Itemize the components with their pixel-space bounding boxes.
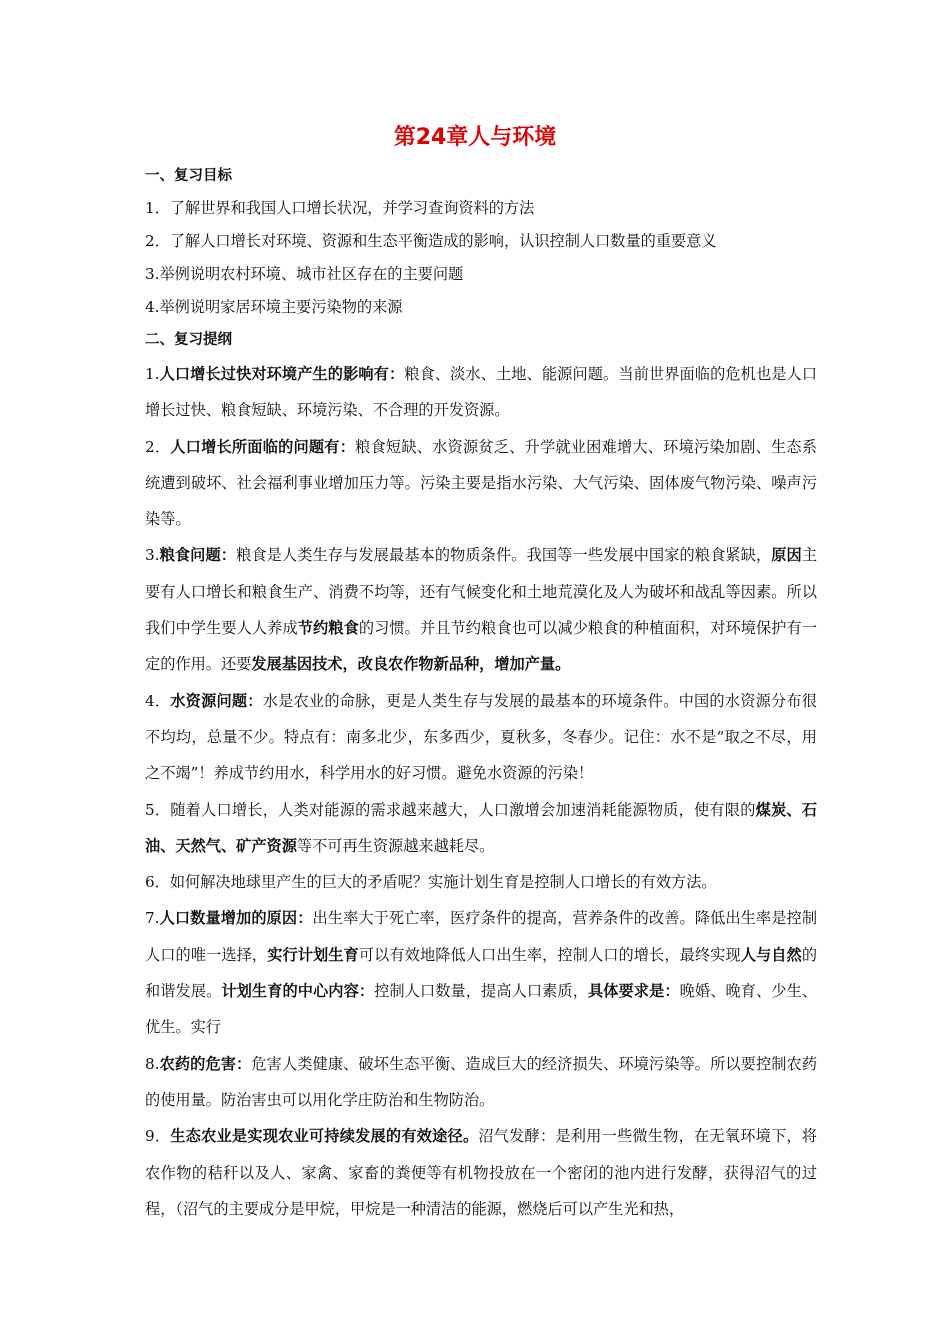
paragraph-text: 控制人口数量，提高人口素质， bbox=[374, 982, 588, 1001]
paragraph-text: 粮食短缺、水资源贫乏、升学就业困难增大、环境污染加剧、生态系统遭到破坏、社会福利事业增加压力等。污染主要是指水污染、大气污染、固体废气物污染、噪声污染等。 bbox=[145, 437, 817, 529]
paragraph-number: 7. bbox=[145, 909, 160, 928]
bold-term: 计划生育的中心内容： bbox=[221, 982, 375, 1001]
outline-paragraph-3 bbox=[145, 537, 817, 682]
paragraph-text: 可以有效地降低人口出生率，控制人口的增长，最终实现 bbox=[358, 945, 741, 964]
goal-item-1: 1．了解世界和我国人口增长状况，并学习查询资料的方法 bbox=[145, 199, 535, 217]
bold-term: 生态农业是实现农业可持续发展的有效途径。 bbox=[170, 1127, 479, 1146]
paragraph-text: 5．随着人口增长，人类对能源的需求越来越大，人口激增会加速消耗能源物质，使有限的 bbox=[145, 800, 756, 819]
goal-item-2: 2．了解人口增长对环境、资源和生态平衡造成的影响，认识控制人口数量的重要意义 bbox=[145, 232, 717, 250]
paragraph-text: 主要有人口增长和粮食生产、消费不均等，还有气候变化和土地荒漠化及人为破坏和战乱等因素。所以我们中学生要人人养成 bbox=[145, 546, 818, 638]
outline-paragraph-1 bbox=[145, 356, 817, 429]
section-heading-review-outline: 二、复习提纲 bbox=[145, 332, 232, 348]
bold-term: 人口增长过快对环境产生的影响有： bbox=[159, 365, 405, 383]
outline-paragraph-5 bbox=[145, 792, 817, 865]
paragraph-text: 水是农业的命脉，更是人类生存与发展的最基本的环境条件。中国的水资源分布很不均均，总量不少。特点有：南多北少，东多西少，夏秋多，冬春少。记住：水不是“取之不尽，用之不竭”！养成节约用水，科学用水的好习惯。避免水资源的污染！ bbox=[145, 691, 817, 783]
outline-paragraph-6: 6．如何解决地球里产生的巨大的矛盾呢？实施计划生育是控制人口增长的有效方法。 bbox=[145, 873, 717, 892]
outline-paragraph-9 bbox=[145, 1118, 817, 1227]
paragraph-number: 8. bbox=[145, 1054, 160, 1073]
paragraph-text: 的和谐发展。 bbox=[145, 945, 818, 1001]
outline-paragraph-2 bbox=[145, 429, 817, 538]
document-body bbox=[145, 160, 817, 1227]
paragraph-number: 1. bbox=[145, 365, 160, 383]
section-heading-review-goals: 一、复习目标 bbox=[145, 168, 232, 184]
outline-paragraph-8 bbox=[145, 1046, 817, 1119]
bold-term: 原因 bbox=[771, 546, 802, 565]
bold-term: 人口增长所面临的问题有： bbox=[170, 437, 356, 456]
goal-item-3: 3.举例说明农村环境、城市社区存在的主要问题 bbox=[145, 265, 464, 283]
bold-term: 农药的危害： bbox=[159, 1054, 252, 1073]
paragraph-text: 危害人类健康、破坏生态平衡、造成巨大的经济损失、环境污染等。所以要控制农药的使用量。防治害虫可以用化学庄防治和生物防治。 bbox=[145, 1054, 818, 1109]
paragraph-number: 2． bbox=[145, 437, 171, 456]
paragraph-text: 晚婚、晚育、少生、优生。实行 bbox=[145, 982, 818, 1037]
bold-term: 煤炭、石油、天然气、矿产资源 bbox=[145, 800, 818, 855]
bold-term: 人口数量增加的原因： bbox=[159, 909, 313, 928]
bold-term: 人与自然 bbox=[740, 945, 802, 964]
paragraph-text: 出生率大于死亡率，医疗条件的提高，营养条件的改善。降低出生率是控制人口的唯一选择， bbox=[145, 909, 818, 964]
paragraph-number: 4． bbox=[145, 691, 171, 710]
paragraph-text: 粮食是人类生存与发展最基本的物质条件。我国等一些发展中国家的粮食紧缺， bbox=[236, 546, 772, 565]
outline-paragraph-7 bbox=[145, 900, 817, 1045]
outline-paragraph-4 bbox=[145, 683, 817, 792]
bold-term: 节约粮食 bbox=[297, 619, 359, 638]
page-title: 第24章人与环境 bbox=[393, 125, 557, 150]
paragraph-number: 3. bbox=[145, 546, 160, 565]
bold-term: 水资源问题： bbox=[170, 691, 263, 710]
paragraph-number: 9． bbox=[145, 1127, 171, 1146]
bold-term: 实行计划生育 bbox=[267, 945, 359, 964]
paragraph-text: 的习惯。并且节约粮食也可以减少粮食的种植面积，对环境保护有一定的作用。还要 bbox=[145, 619, 818, 674]
paragraph-text: 等不可再生资源越来越耗尽。 bbox=[296, 836, 495, 855]
paragraph-text: 粮食、淡水、土地、能源问题。当前世界面临的危机也是人口增长过快、粮食短缺、环境污染、不合理的开发资源。 bbox=[145, 365, 818, 420]
bold-term: 具体要求是： bbox=[587, 982, 680, 1001]
bold-term: 发展基因技术，改良农作物新品种，增加产量。 bbox=[251, 655, 571, 674]
goal-item-4: 4.举例说明家居环境主要污染物的来源 bbox=[145, 298, 403, 316]
bold-term: 粮食问题： bbox=[159, 546, 237, 565]
paragraph-text: 沼气发酵：是利用一些微生物，在无氧环境下，将农作物的秸秆以及人、家禽、家畜的粪便等有机物投放在一个密闭的池内进行发酵，获得沼气的过程，（沼气的主要成分是甲烷，甲烷是一种清洁的能源，燃烧后可以产生光和热， bbox=[145, 1127, 817, 1218]
